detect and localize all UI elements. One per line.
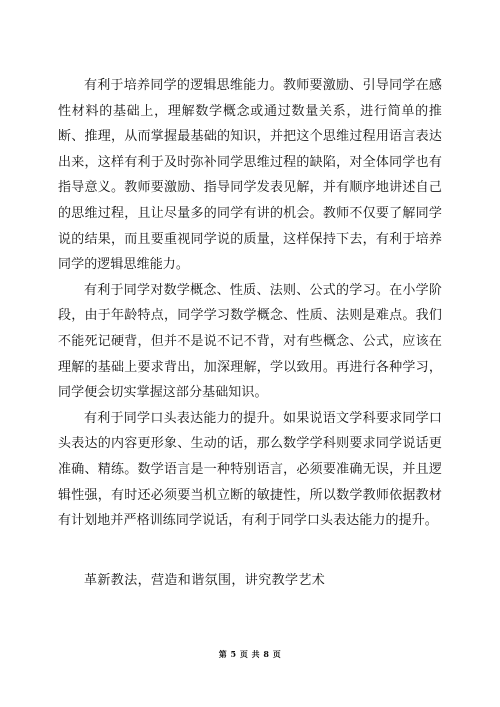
paragraph-concepts-learning: 有利于同学对数学概念、性质、法则、公式的学习。在小学阶段，由于年龄特点，同学学习数学概念、性质、法则是难点。我们不能死记硬背，但并不是说不记不背，对有些概念、公式，应该在理解的基础上要求背出，加深理解，学以致用。再进行各种学习，同学便会切实掌握这部分基础知识。 <box>58 282 442 401</box>
paragraph-oral-expression: 有利于同学口头表达能力的提升。如果说语文学科要求同学口头表达的内容更形象、生动的话，那么数学学科则要求同学说话更准确、精练。数学语言是一种特别语言，必须要准确无误，并且逻辑性强，有时还必须要当机立断的敏捷性，所以数学教师依据教材有计划地并严格训练同学说话，有利于同学口头表达能力的提升。 <box>58 410 442 529</box>
paragraph-logical-thinking: 有利于培养同学的逻辑思维能力。教师要激励、引导同学在感性材料的基础上，理解数学概念或通过数量关系，进行简单的推断、推理，从而掌握最基础的知识，并把这个思维过程用语言表达出来，这样有利于及时弥补同学思维过程的缺陷，对全体同学也有指导意义。教师要激励、指导同学发表见解，并有顺序地讲述自己的思维过程，且让尽量多的同学有讲的机会。教师不仅要了解同学说的结果，而且要重视同学说的质量，这样保持下去，有利于培养同学的逻辑思维能力。 <box>58 78 442 273</box>
section-heading: 革新教法，营造和谐氛围，讲究教学艺术 <box>84 573 326 588</box>
page-footer: 第 5 页 共 8 页 <box>218 649 282 659</box>
body-text <box>58 73 442 534</box>
